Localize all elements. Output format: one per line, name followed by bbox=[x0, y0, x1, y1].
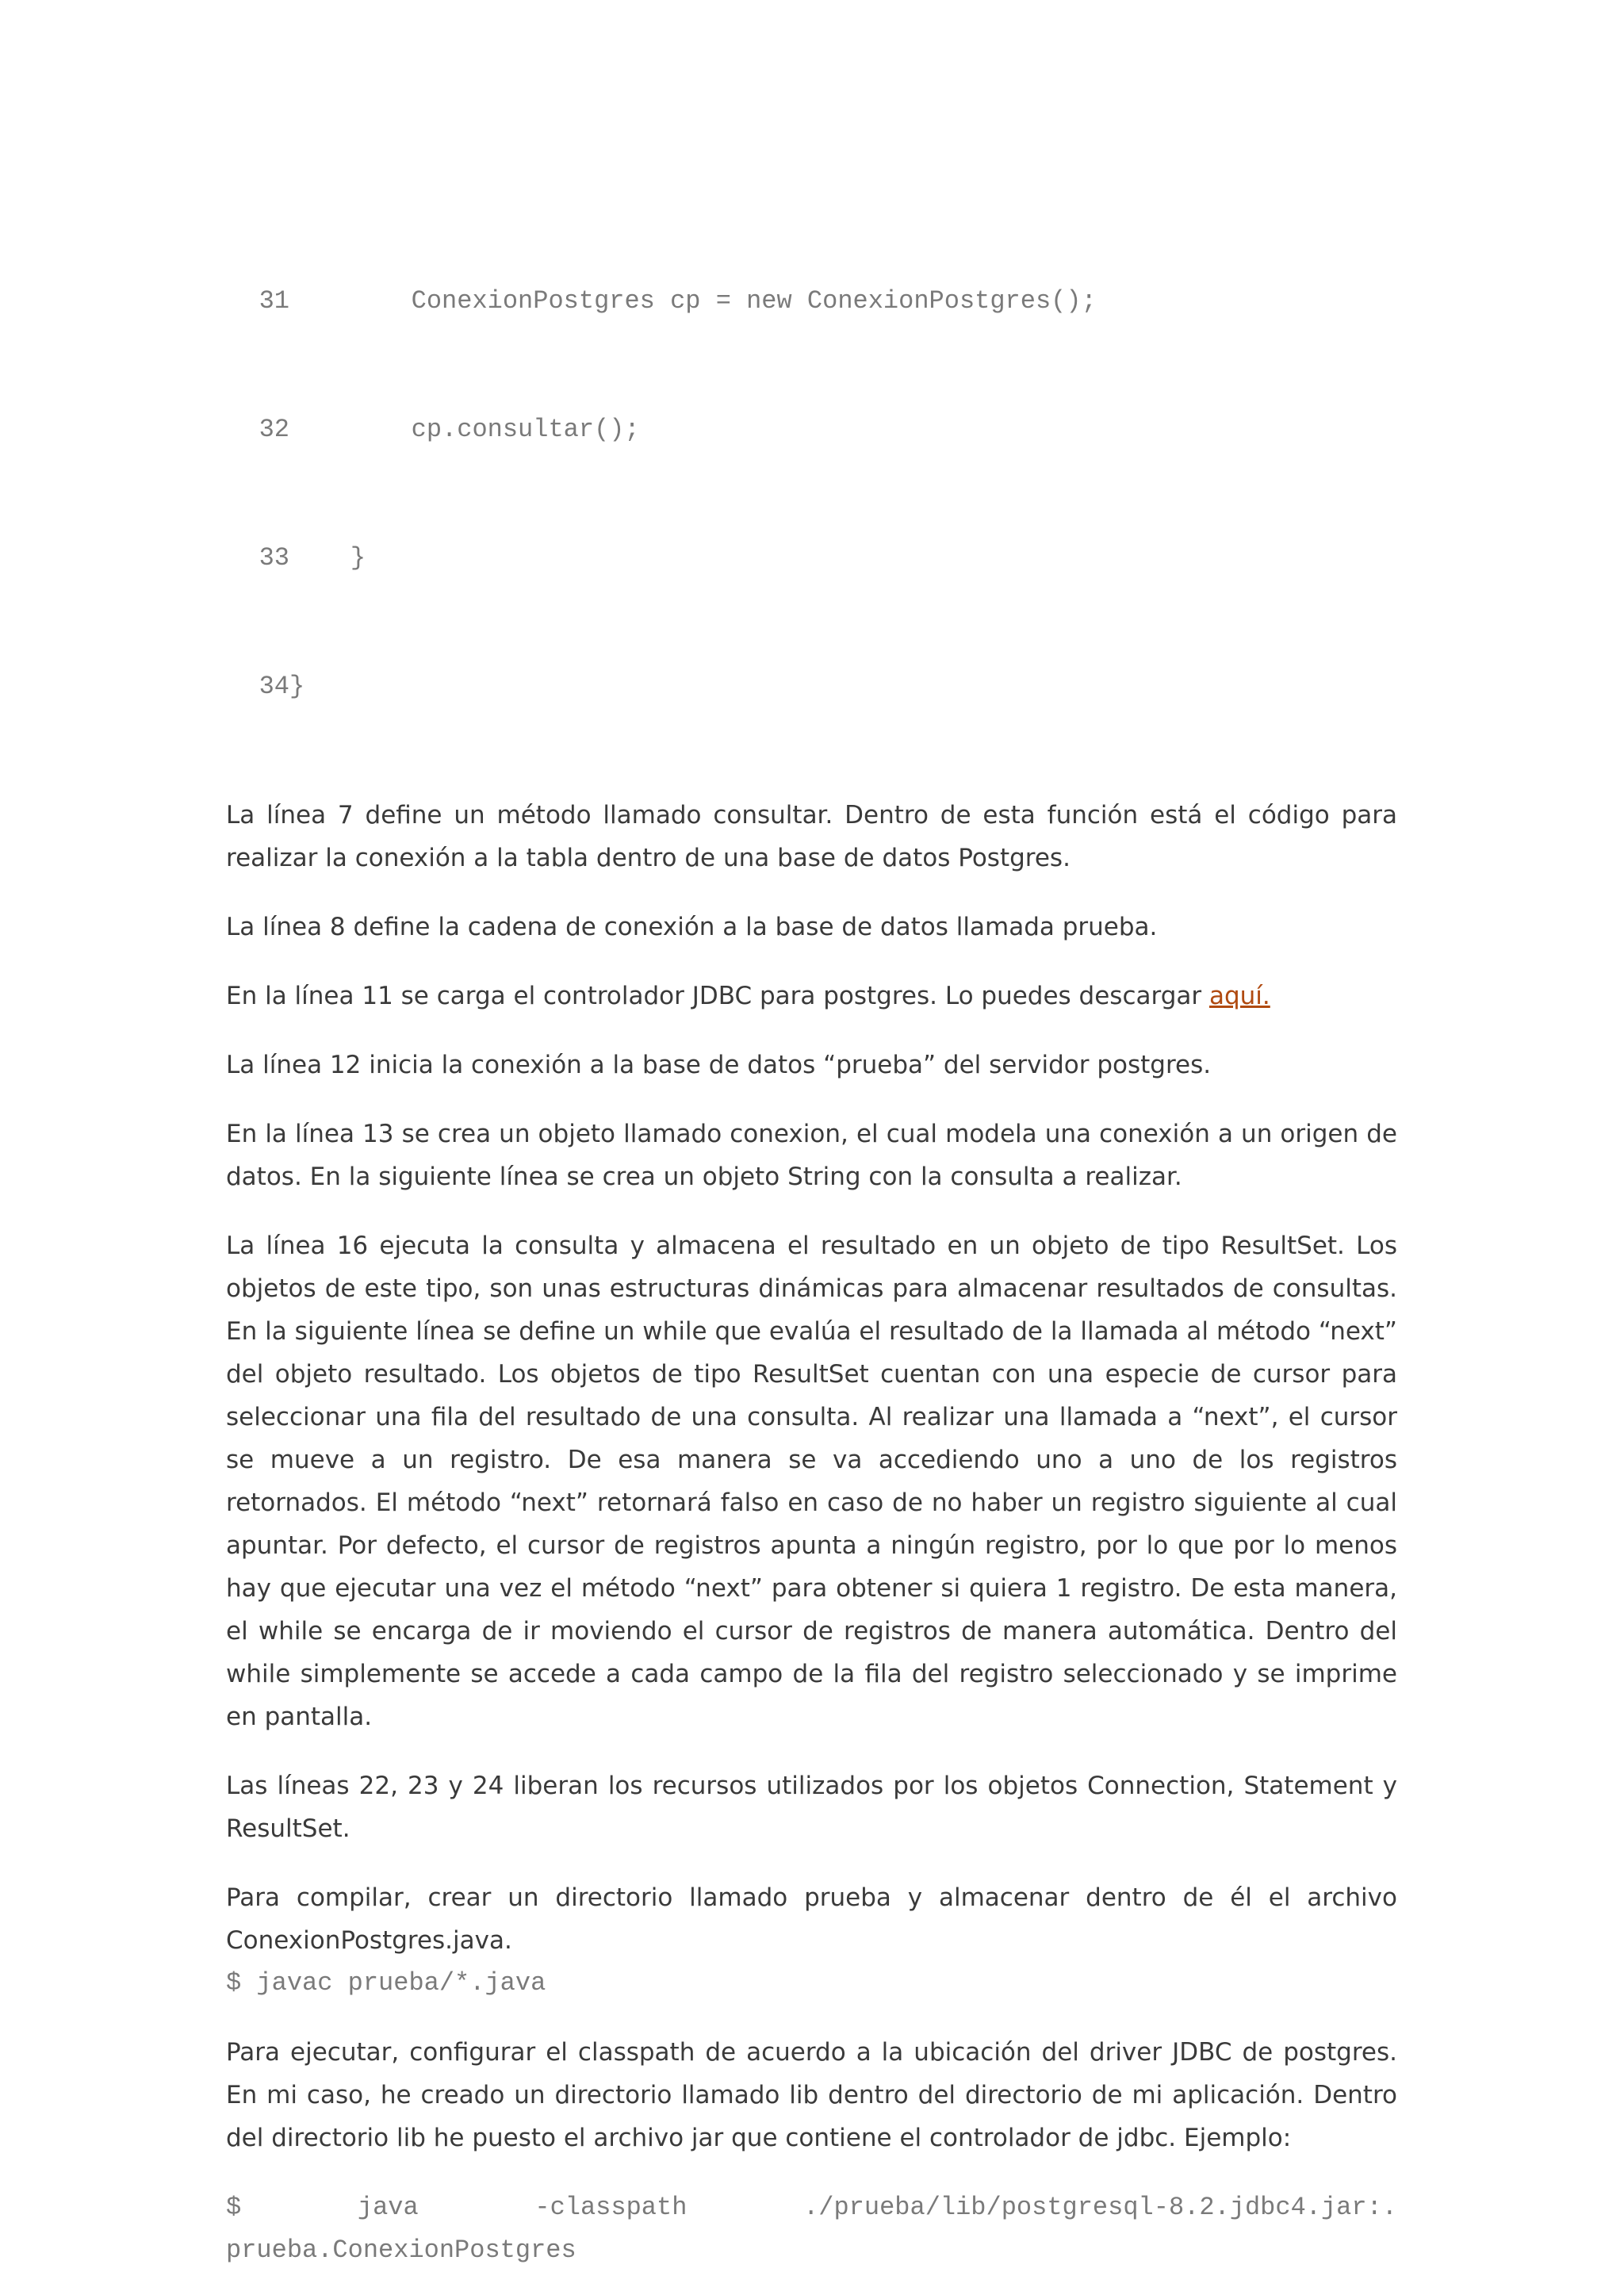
paragraph-lines-22-24: Las líneas 22, 23 y 24 liberan los recursos utilizados por los objetos Connection, Statement y ResultSet. bbox=[226, 1772, 1397, 1843]
line-number: 34 bbox=[259, 672, 289, 701]
code-text: } bbox=[289, 672, 305, 701]
run-command-prompt: $ bbox=[226, 2193, 242, 2222]
code-line bbox=[226, 665, 1397, 708]
run-command-path: ./prueba/lib/postgresql-8.2.jdbc4.jar:. bbox=[803, 2193, 1397, 2222]
run-command bbox=[226, 2186, 1397, 2272]
code-text: ConexionPostgres cp = new ConexionPostgres(); bbox=[289, 286, 1097, 316]
compile-command: $ javac prueba/*.java bbox=[226, 1968, 546, 1998]
paragraph-line-11 bbox=[226, 975, 1397, 1017]
code-line bbox=[226, 537, 1397, 580]
paragraph-line-13: En la línea 13 se crea un objeto llamado conexion, el cual modela una conexión a un origen de datos. En la siguiente línea se crea un objeto String con la consulta a realizar. bbox=[226, 1120, 1397, 1191]
paragraph-line-8: La línea 8 define la cadena de conexión a la base de datos llamada prueba. bbox=[226, 913, 1158, 941]
line-number: 31 bbox=[259, 286, 289, 316]
document-content bbox=[226, 194, 1397, 2272]
code-text: cp.consultar(); bbox=[289, 415, 640, 444]
run-command-line-2: prueba.ConexionPostgres bbox=[226, 2236, 576, 2265]
code-text: } bbox=[289, 543, 366, 573]
paragraph-line-11-text: En la línea 11 se carga el controlador JDBC para postgres. Lo puedes descargar bbox=[226, 982, 1209, 1010]
paragraph-line-16: La línea 16 ejecuta la consulta y almacena el resultado en un objeto de tipo ResultSet. Los objetos de este tipo, son unas estructuras dinámicas para almacenar resultados de consultas. En la siguiente línea se define un while que evalúa el resultado de la llamada al método “next” del objeto resultado. Los objetos de tipo ResultSet cuentan con una especie de cursor para seleccionar una fila del resultado de una consulta. Al realizar una llamada a “next”, el cursor se mueve a un registro. De esa manera se va accediendo uno a uno de los registros retornados. El método “next” retornará falso en caso de no haber un registro siguiente al cual apuntar. Por defecto, el cursor de registros apunta a ningún registro, por lo que por lo menos hay que ejecutar una vez el método “next” para obtener si quiera 1 registro. De esta manera, el while se encarga de ir moviendo el cursor de registros de manera automática. Dentro del while simplemente se accede a cada campo de la fila del registro seleccionado y se imprime en pantalla. bbox=[226, 1232, 1397, 1731]
run-command-flag: -classpath bbox=[534, 2193, 688, 2222]
download-link[interactable]: aquí. bbox=[1208, 982, 1270, 1010]
run-command-line-1 bbox=[226, 2186, 1397, 2229]
paragraph-line-7: La línea 7 define un método llamado consultar. Dentro de esta función está el código para realizar la conexión a la tabla dentro de una base de datos Postgres. bbox=[226, 801, 1397, 872]
run-command-java: java bbox=[357, 2193, 419, 2222]
line-number: 33 bbox=[259, 543, 289, 573]
line-number: 32 bbox=[259, 415, 289, 444]
paragraph-compile bbox=[226, 1876, 1397, 2005]
compile-instructions: Para compilar, crear un directorio llamado prueba y almacenar dentro de él el archivo ConexionPostgres.java. bbox=[226, 1883, 1397, 1955]
paragraph-line-12: La línea 12 inicia la conexión a la base de datos “prueba” del servidor postgres. bbox=[226, 1051, 1212, 1079]
code-line bbox=[226, 408, 1397, 451]
code-line bbox=[226, 280, 1397, 323]
code-listing bbox=[226, 194, 1397, 794]
paragraph-execute: Para ejecutar, configurar el classpath de acuerdo a la ubicación del driver JDBC de postgres. En mi caso, he creado un directorio llamado lib dentro del directorio de mi aplicación. Dentro del directorio lib he puesto el archivo jar que contiene el controlador de jdbc. Ejemplo: bbox=[226, 2038, 1397, 2152]
